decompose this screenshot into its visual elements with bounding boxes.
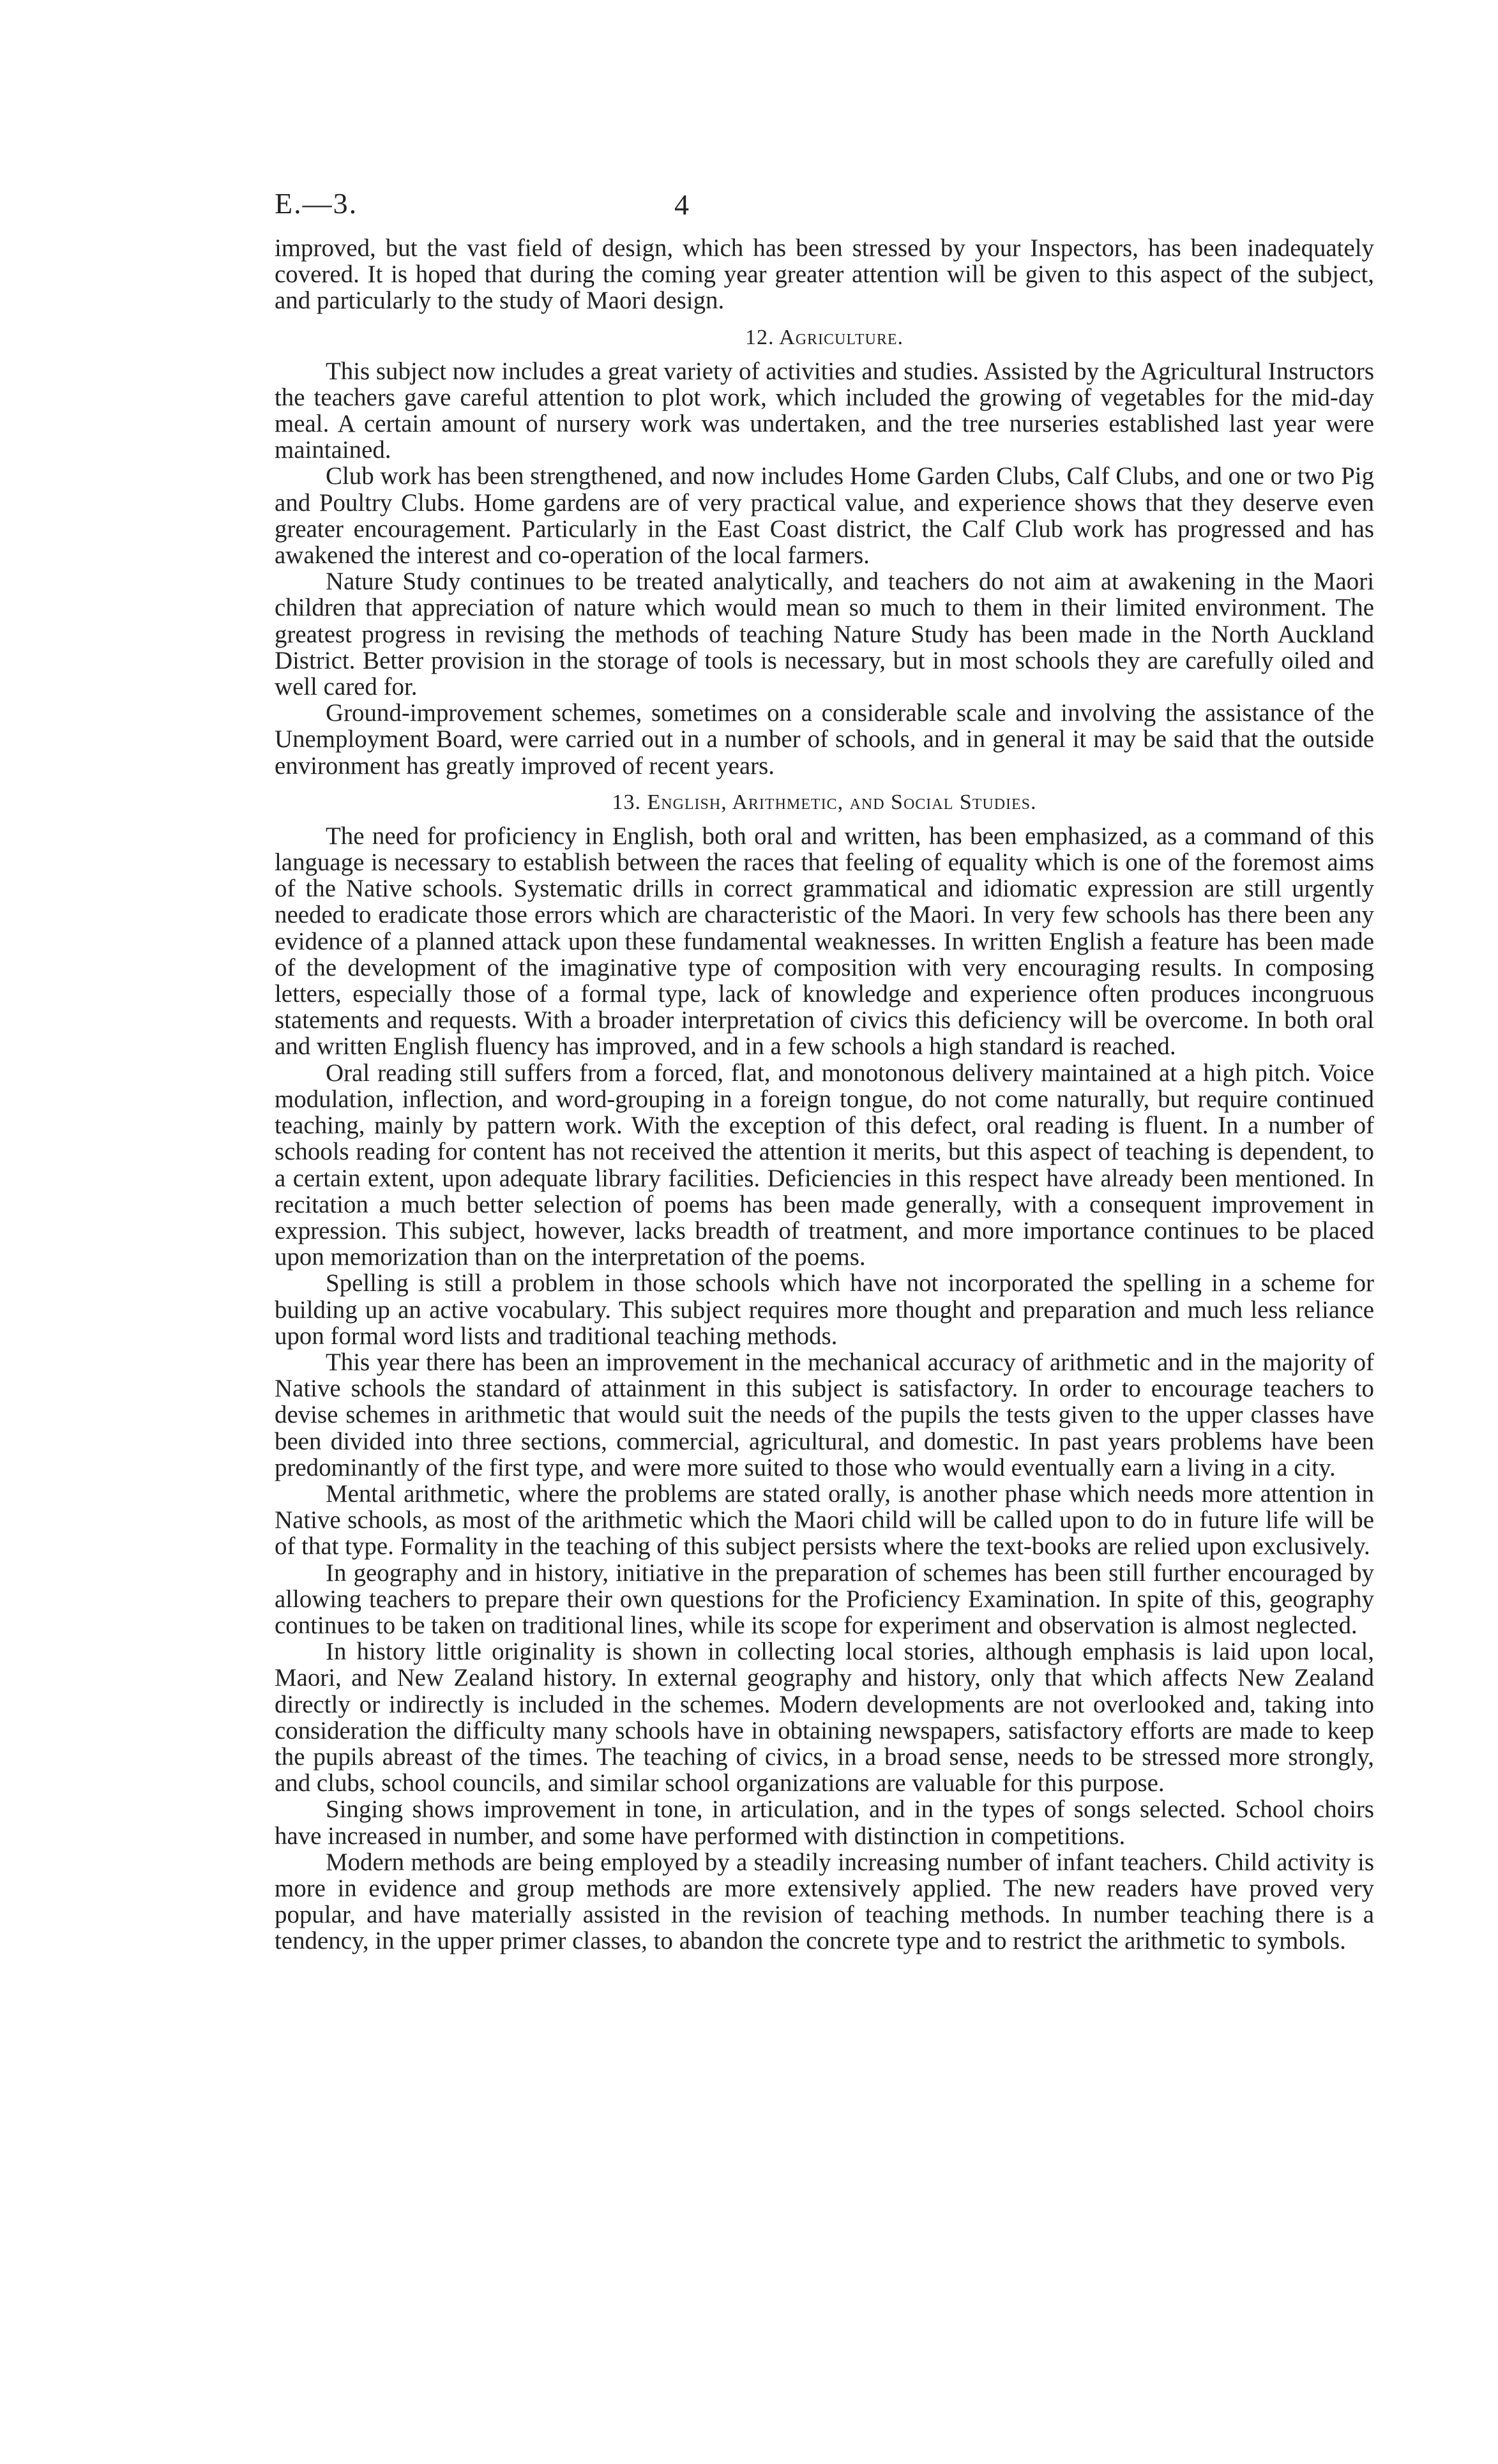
paragraph: Singing shows improvement in tone, in articulation, and in the types of songs selected. School choirs have increased in number, and some have performed with distinction in competitions. xyxy=(275,1795,1374,1850)
section-heading-agriculture: 12. Agriculture. xyxy=(745,325,904,349)
page-number: 4 xyxy=(674,188,689,221)
paragraph: Spelling is still a problem in those schools which have not incorporated the spelling in a scheme for building up an active vocabulary. This subject requires more thought and preparation and much less reliance upon formal word lists and traditional teaching methods. xyxy=(275,1269,1374,1350)
paragraph: This year there has been an improvement in the mechanical accuracy of arithmetic and in the majority of Native schools the standard of attainment in this subject is satisfactory. In order to encourage teachers to devise schemes in arithmetic that would suit the needs of the pupils the tests given to the upper classes have been divided into three sections, commercial, agricultural, and domestic. In past years problems have been predominantly of the first type, and were more suited to those who would eventually earn a living in a city. xyxy=(275,1348,1374,1481)
document-reference: E.—3. xyxy=(275,187,358,220)
paragraph: improved, but the vast field of design, which has been stressed by your Inspectors, has been inadequately covered. It is hoped that during the coming year greater attention will be given to this aspect of the subject, and particularly to the study of Maori design. xyxy=(275,234,1374,315)
paragraph: Oral reading still suffers from a forced, flat, and monotonous delivery maintained at a high pitch. Voice modulation, inflection, and word-grouping in a foreign tongue, do not come naturally, but require continued teaching, mainly by pattern work. With the exception of this defect, oral reading is fluent. In a number of schools reading for content has not received the attention it merits, but this aspect of teaching is dependent, to a certain extent, upon adequate library facilities. Deficiencies in this respect have already been mentioned. In recitation a much better selection of poems has been made generally, with a consequent improvement in expression. This subject, however, lacks breadth of treatment, and more importance continues to be placed upon memorization than on the interpretation of the poems. xyxy=(275,1059,1374,1271)
paragraph: Mental arithmetic, where the problems are stated orally, is another phase which needs more attention in Native schools, as most of the arithmetic which the Maori child will be called upon to do in future life will be of that type. Formality in the teaching of this subject persists where the text-books are relied upon exclusively. xyxy=(275,1479,1374,1561)
paragraph: In history little originality is shown in collecting local stories, although emphasis is laid upon local, Maori, and New Zealand history. In external geography and history, only that which affects New Zealand directly or indirectly is included in the schemes. Modern developments are not overlooked and, taking into consideration the difficulty many schools have in obtaining newspapers, satisfactory efforts are made to keep the pupils abreast of the times. The teaching of civics, in a broad sense, needs to be stressed more strongly, and clubs, school councils, and similar school organizations are valuable for this purpose. xyxy=(275,1638,1374,1797)
section-heading-english-arithmetic-social-studies: 13. English, Arithmetic, and Social Studies. xyxy=(612,790,1037,814)
paragraph: Club work has been strengthened, and now includes Home Garden Clubs, Calf Clubs, and one or two Pig and Poultry Clubs. Home gardens are of very practical value, and experience shows that they deserve even greater encouragement. Particularly in the East Coast district, the Calf Club work has progressed and has awakened the interest and co-operation of the local farmers. xyxy=(275,462,1374,570)
document-body xyxy=(275,235,1374,1954)
paragraph: The need for proficiency in English, both oral and written, has been emphasized, as a command of this language is necessary to establish between the races that feeling of equality which is one of the foremost aims of the Native schools. Systematic drills in correct grammatical and idiomatic expression are still urgently needed to eradicate those errors which are characteristic of the Maori. In very few schools has there been any evidence of a planned attack upon these fundamental weaknesses. In written English a feature has been made of the development of the imaginative type of composition with very encouraging results. In composing letters, especially those of a formal type, lack of knowledge and experience often produces incongruous statements and requests. With a broader interpretation of civics this deficiency will be overcome. In both oral and written English fluency has improved, and in a few schools a high standard is reached. xyxy=(275,822,1374,1061)
paragraph: This subject now includes a great variety of activities and studies. Assisted by the Agricultural Instructors the teachers gave careful attention to plot work, which included the growing of vegetables for the mid-day meal. A certain amount of nursery work was undertaken, and the tree nurseries established last year were maintained. xyxy=(275,357,1374,464)
paragraph: Modern methods are being employed by a steadily increasing number of infant teachers. Child activity is more in evidence and group methods are more extensively applied. The new readers have proved very popular, and have materially assisted in the revision of teaching methods. In number teaching there is a tendency, in the upper primer classes, to abandon the concrete type and to restrict the arithmetic to symbols. xyxy=(275,1848,1374,1955)
paragraph: Nature Study continues to be treated analytically, and teachers do not aim at awakening in the Maori children that appreciation of nature which would mean so much to them in their limited environment. The greatest progress in revising the methods of teaching Nature Study has been made in the North Auckland District. Better provision in the storage of tools is necessary, but in most schools they are carefully oiled and well cared for. xyxy=(275,568,1374,701)
paragraph: Ground-improvement schemes, sometimes on a considerable scale and involving the assistance of the Unemployment Board, were carried out in a number of schools, and in general it may be said that the outside environment has greatly improved of recent years. xyxy=(275,699,1374,780)
paragraph: In geography and in history, initiative in the preparation of schemes has been still further encouraged by allowing teachers to prepare their own questions for the Proficiency Examination. In spite of this, geography continues to be taken on traditional lines, while its scope for experiment and observation is almost neglected. xyxy=(275,1559,1374,1639)
